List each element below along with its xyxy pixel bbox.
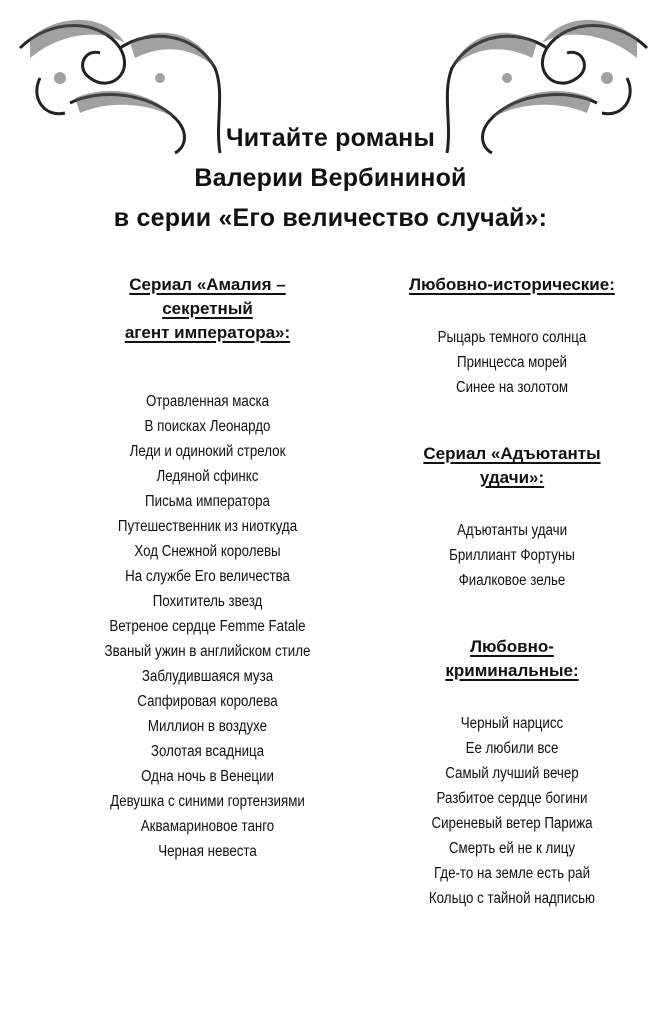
section-heading-criminal (372, 635, 652, 683)
list-item: Письма императора (145, 493, 270, 510)
section-heading-adjutants (372, 442, 652, 490)
list-item: Синее на золотом (455, 379, 569, 396)
list-item: Путешественник из ниоткуда (117, 518, 298, 535)
section-heading-line: Сериал «Амалия – (129, 275, 286, 294)
list-item: Одна ночь в Венеции (141, 768, 274, 785)
list-item: Похититель звезд (152, 593, 263, 610)
section-heading-line: удачи»: (479, 468, 545, 487)
list-item: Миллион в воздухе (147, 718, 268, 735)
list-item: На службе Его величества (125, 568, 290, 585)
right-column (372, 273, 652, 911)
list-item: Званый ужин в английском стиле (104, 643, 311, 660)
list-item: Смерть ей не к лицу (448, 840, 576, 857)
list-item: Отравленная маска (145, 393, 270, 410)
list-item: Ветреное сердце Femme Fatale (109, 618, 306, 635)
title-list-historical (372, 325, 652, 400)
list-item: Ее любили все (465, 740, 559, 757)
title-line-1: Читайте романы (225, 124, 436, 152)
list-item: Фиалковое зелье (458, 572, 566, 589)
section-heading-line: Любовно-исторические: (409, 275, 615, 294)
section-heading-line: секретный (162, 299, 253, 318)
list-item: Заблудившаяся муза (141, 668, 274, 685)
list-item: Ледяной сфинкс (156, 468, 259, 485)
title-list-amalia (80, 389, 335, 864)
section-heading-line: Сериал «Адъютанты (423, 444, 601, 463)
list-item: Черная невеста (158, 843, 257, 860)
title-line-3: в серии «Его величество случай»: (113, 204, 548, 232)
section-heading-line: криминальные: (445, 661, 579, 680)
section-heading-line: агент императора»: (124, 323, 291, 342)
list-item: Разбитое сердце богини (436, 790, 588, 807)
list-item: Адъютанты удачи (456, 522, 568, 539)
list-item: Ход Снежной королевы (134, 543, 281, 560)
list-item: Бриллиант Фортуны (449, 547, 575, 564)
list-item: Аквамариновое танго (140, 818, 275, 835)
group-criminal (372, 635, 652, 911)
list-item: Золотая всадница (150, 743, 265, 760)
list-item: В поисках Леонардо (144, 418, 271, 435)
list-item: Кольцо с тайной надписью (428, 890, 596, 907)
section-heading-line: Любовно- (470, 637, 554, 656)
list-item: Сиреневый ветер Парижа (431, 815, 593, 832)
list-item: Самый лучший вечер (445, 765, 579, 782)
section-heading-historical (372, 273, 652, 297)
title-line-2: Валерии Вербининой (194, 164, 467, 192)
list-item: Где-то на земле есть рай (433, 865, 591, 882)
list-item: Черный нарцисс (460, 715, 564, 732)
title-list-criminal (372, 711, 652, 911)
list-item: Рыцарь темного солнца (437, 329, 587, 346)
group-historical (372, 273, 652, 400)
list-item: Девушка с синими гортензиями (110, 793, 305, 810)
group-adjutants (372, 442, 652, 593)
list-item: Сапфировая королева (137, 693, 278, 710)
left-column (80, 273, 335, 864)
section-heading-amalia (80, 273, 335, 345)
page-title (0, 118, 661, 238)
list-item: Принцесса морей (457, 354, 567, 371)
title-list-adjutants (372, 518, 652, 593)
list-item: Леди и одинокий стрелок (129, 443, 286, 460)
